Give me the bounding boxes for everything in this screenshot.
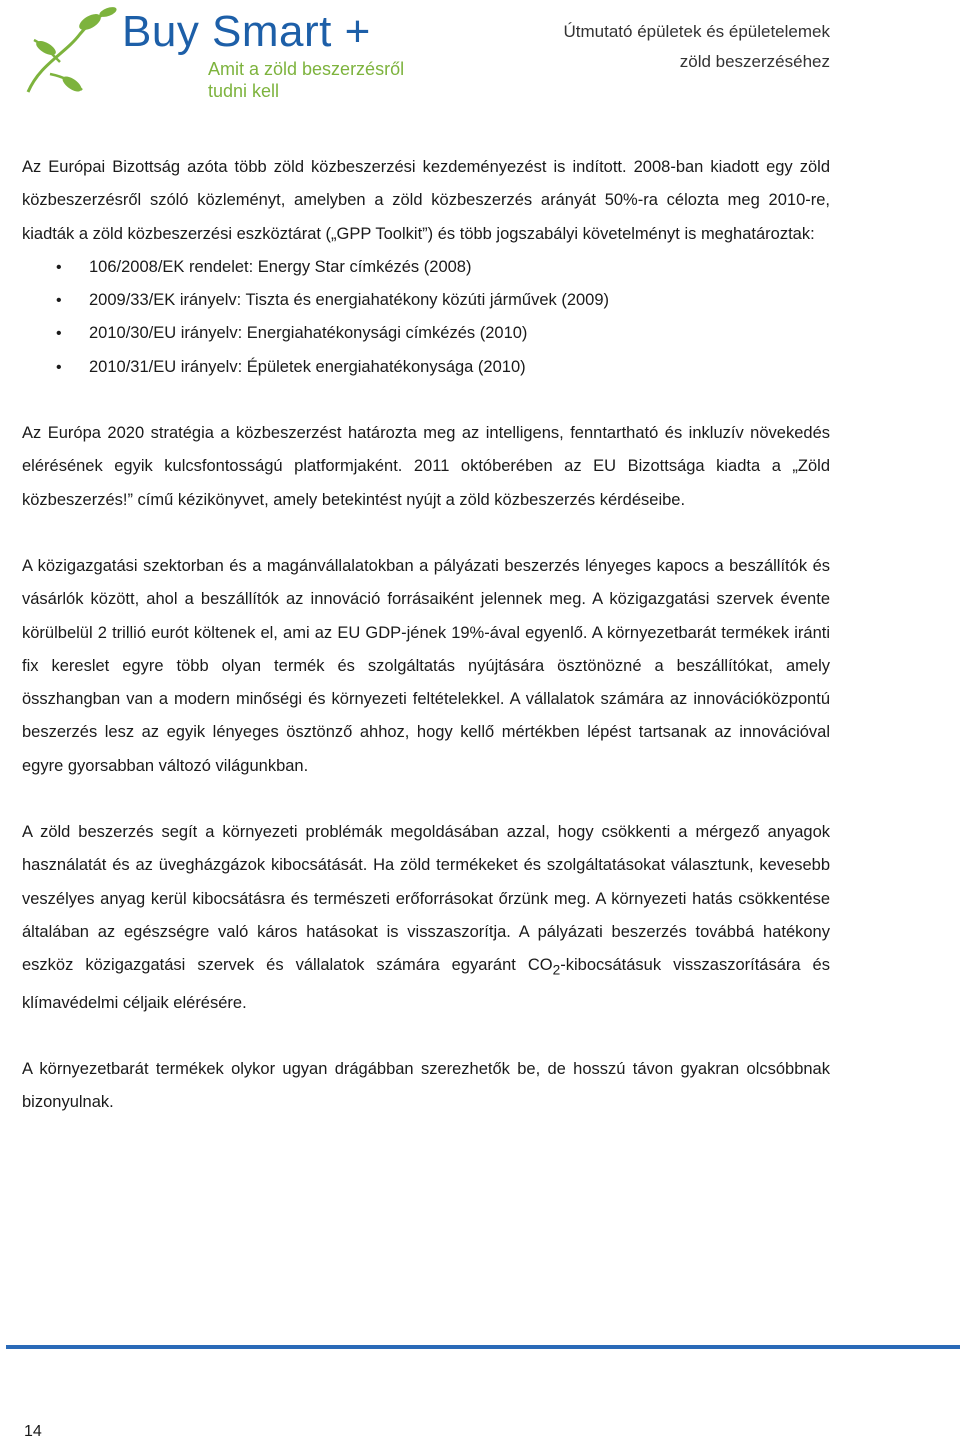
paragraph-public-procurement: A közigazgatási szektorban és a magánvállalatokban a pályázati beszerzés lényeges kapocs a beszállítók és vásárlók között, ahol a beszállítók az innováció forrásaiként jelennek meg. A közigazgatási szervek évente körülbelül 2 trillió eurót költenek el, ami az EU GDP-jének 19%-ával egyenlő. A környezetbarát termékek iránti fix kereslet egyre több olyan termék és szolgáltatás nyújtására ösztönözné a beszállítókat, amely összhangban van a modern minőségi és környezeti feltételekkel. A vállalatok számára az innovációközpontú beszerzés lesz az egyik lényeges ösztönző ahhoz, hogy kellő mértékben lépést tartsanak az innovációval egyre gyorsabban változó világunkban. [22, 556, 830, 775]
list-item: • 2010/31/EU irányelv: Épületek energiahatékonysága (2010) [22, 351, 830, 384]
brand-tagline-line1: Amit a zöld beszerzésről [208, 59, 405, 79]
footer-divider [6, 1345, 960, 1349]
co2-label: $CO_2$ [527, 956, 561, 978]
paragraph-europe-2020: Az Európa 2020 stratégia a közbeszerzést határozta meg az intelligens, fenntartható és inkluzív növekedés elérésének egyik kulcsfontosságú platformjaként. 2011 októberében az EU Bizottsága kiadta a „Zöld közbeszerzés!” című kézikönyvet, amely betekintést nyújt a zöld közbeszerzés kérdéseibe. [22, 424, 830, 509]
paragraph-cost: A környezetbarát termékek olykor ugyan drágábban szerezhetők be, de hosszú távon gyakran olcsóbbnak bizonyulnak. [22, 1060, 830, 1112]
page-number: 14 [24, 1423, 42, 1440]
paragraph-intro: Az Európai Bizottság azóta több zöld közbeszerzési kezdeményezést is indított. 2008-ban kiadott egy zöld közbeszerzésről szóló közleményt, amelyben a zöld közbeszerzés arányát 50%-ra célozta meg 2010-re, kiadták a zöld közbeszerzési eszköztárat („GPP Toolkit”) és több jogszabályi követelményt is meghatároztak: [22, 158, 830, 243]
page-content [22, 151, 830, 1120]
brand-tagline-line2: tudni kell [208, 81, 280, 101]
list-item: • 2009/33/EK irányelv: Tiszta és energiahatékony közúti járművek (2009) [22, 284, 830, 317]
plant-logo-icon [20, 4, 130, 104]
page-header [0, 0, 960, 110]
document-title-line1: Útmutató épületek és épületelemek [563, 22, 830, 41]
paragraph-green-procurement [22, 816, 830, 1020]
list-item: • 2010/30/EU irányelv: Energiahatékonysági címkézés (2010) [22, 317, 830, 350]
paragraph-text: A zöld beszerzés segít a környezeti problémák megoldásában azzal, hogy csökkenti a mérgező anyagok használatát és az üvegházgázok kibocsátását. Ha zöld termékeket és szolgáltatásokat választunk, kevesebb veszélyes anyag kerül kibocsátásra és természeti erőforrásokat őrzünk meg. A környezeti hatás csökkentése általában az egészségre való káros hatásokat is visszaszorítja. A pályázati beszerzés továbbá hatékony eszköz közigazgatási szervek és vállalatok számára egyaránt [22, 823, 830, 975]
paragraph-text: -kibocsátásuk visszaszorítására és klímavédelmi céljaik elérésére. [22, 956, 830, 1012]
document-title-line2: zöld beszerzéséhez [679, 52, 830, 71]
regulation-list [22, 251, 830, 384]
document-title [564, 17, 831, 77]
brand-name: Buy Smart + [122, 7, 371, 56]
co2-subscript: 2 [552, 962, 561, 978]
list-item: • 106/2008/EK rendelet: Energy Star címkézés (2008) [22, 251, 830, 284]
